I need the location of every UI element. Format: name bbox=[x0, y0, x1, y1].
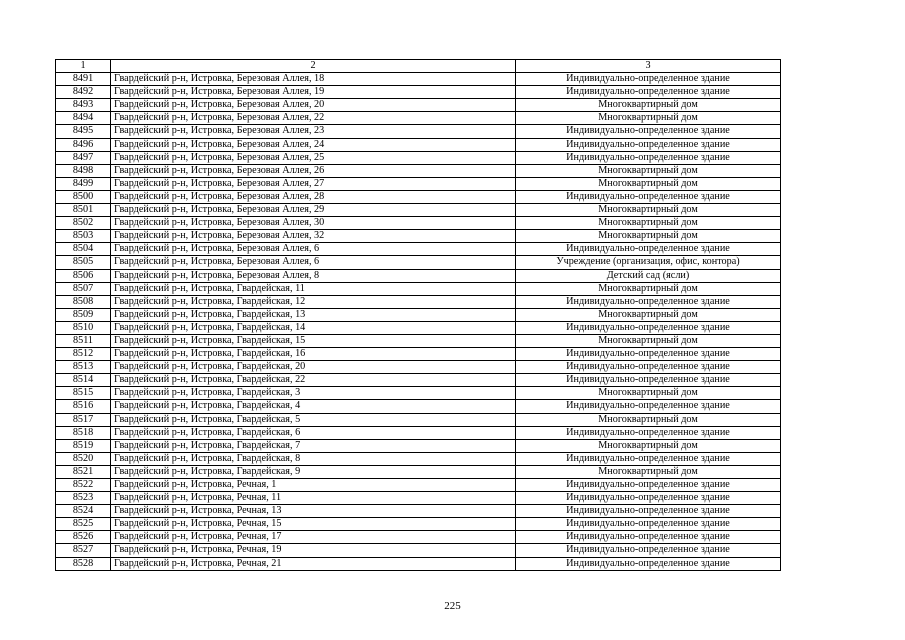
building-type-cell: Индивидуально-определенное здание bbox=[516, 321, 781, 334]
building-type-cell: Индивидуально-определенное здание bbox=[516, 492, 781, 505]
address-cell: Гвардейский р-н, Истровка, Березовая Аллея, 22 bbox=[111, 112, 516, 125]
address-cell: Гвардейский р-н, Истровка, Гвардейская, 7 bbox=[111, 439, 516, 452]
address-cell: Гвардейский р-н, Истровка, Березовая Аллея, 8 bbox=[111, 269, 516, 282]
row-number-cell: 8505 bbox=[56, 256, 111, 269]
table-row bbox=[56, 426, 781, 439]
header-cell-3: 3 bbox=[516, 60, 781, 73]
building-type-cell: Многоквартирный дом bbox=[516, 387, 781, 400]
building-type-cell: Индивидуально-определенное здание bbox=[516, 426, 781, 439]
building-type-cell: Многоквартирный дом bbox=[516, 308, 781, 321]
address-cell: Гвардейский р-н, Истровка, Гвардейская, 8 bbox=[111, 452, 516, 465]
table-row bbox=[56, 138, 781, 151]
row-number-cell: 8527 bbox=[56, 544, 111, 557]
row-number-cell: 8501 bbox=[56, 204, 111, 217]
table-row bbox=[56, 230, 781, 243]
building-type-cell: Индивидуально-определенное здание bbox=[516, 243, 781, 256]
building-type-cell: Индивидуально-определенное здание bbox=[516, 73, 781, 86]
table-row bbox=[56, 204, 781, 217]
table-row bbox=[56, 308, 781, 321]
row-number-cell: 8520 bbox=[56, 452, 111, 465]
address-cell: Гвардейский р-н, Истровка, Гвардейская, 9 bbox=[111, 465, 516, 478]
building-type-cell: Многоквартирный дом bbox=[516, 99, 781, 112]
building-type-cell: Многоквартирный дом bbox=[516, 217, 781, 230]
address-cell: Гвардейский р-н, Истровка, Березовая Аллея, 32 bbox=[111, 230, 516, 243]
address-cell: Гвардейский р-н, Истровка, Березовая Аллея, 25 bbox=[111, 151, 516, 164]
building-type-cell: Многоквартирный дом bbox=[516, 230, 781, 243]
row-number-cell: 8524 bbox=[56, 505, 111, 518]
building-type-cell: Индивидуально-определенное здание bbox=[516, 557, 781, 570]
building-type-cell: Индивидуально-определенное здание bbox=[516, 138, 781, 151]
address-cell: Гвардейский р-н, Истровка, Гвардейская, 22 bbox=[111, 374, 516, 387]
table-row bbox=[56, 282, 781, 295]
row-number-cell: 8516 bbox=[56, 400, 111, 413]
table-row bbox=[56, 269, 781, 282]
table-row bbox=[56, 190, 781, 203]
address-cell: Гвардейский р-н, Истровка, Речная, 15 bbox=[111, 518, 516, 531]
table-row bbox=[56, 217, 781, 230]
row-number-cell: 8509 bbox=[56, 308, 111, 321]
header-cell-2: 2 bbox=[111, 60, 516, 73]
table-row bbox=[56, 452, 781, 465]
row-number-cell: 8517 bbox=[56, 413, 111, 426]
row-number-cell: 8528 bbox=[56, 557, 111, 570]
address-cell: Гвардейский р-н, Истровка, Речная, 19 bbox=[111, 544, 516, 557]
building-type-cell: Многоквартирный дом bbox=[516, 465, 781, 478]
building-type-cell: Индивидуально-определенное здание bbox=[516, 531, 781, 544]
table-row bbox=[56, 479, 781, 492]
address-cell: Гвардейский р-н, Истровка, Березовая Аллея, 24 bbox=[111, 138, 516, 151]
row-number-cell: 8498 bbox=[56, 164, 111, 177]
table-row bbox=[56, 321, 781, 334]
table-row bbox=[56, 374, 781, 387]
row-number-cell: 8497 bbox=[56, 151, 111, 164]
building-type-cell: Детский сад (ясли) bbox=[516, 269, 781, 282]
table-row bbox=[56, 73, 781, 86]
address-cell: Гвардейский р-н, Истровка, Гвардейская, 20 bbox=[111, 361, 516, 374]
table-row bbox=[56, 361, 781, 374]
address-cell: Гвардейский р-н, Истровка, Гвардейская, 6 bbox=[111, 426, 516, 439]
building-type-cell: Многоквартирный дом bbox=[516, 164, 781, 177]
table-row bbox=[56, 86, 781, 99]
row-number-cell: 8495 bbox=[56, 125, 111, 138]
row-number-cell: 8496 bbox=[56, 138, 111, 151]
building-type-cell: Индивидуально-определенное здание bbox=[516, 125, 781, 138]
table-header-row bbox=[56, 60, 781, 73]
row-number-cell: 8522 bbox=[56, 479, 111, 492]
table-row bbox=[56, 439, 781, 452]
building-type-cell: Многоквартирный дом bbox=[516, 439, 781, 452]
address-cell: Гвардейский р-н, Истровка, Березовая Аллея, 26 bbox=[111, 164, 516, 177]
table-row bbox=[56, 177, 781, 190]
row-number-cell: 8500 bbox=[56, 190, 111, 203]
row-number-cell: 8518 bbox=[56, 426, 111, 439]
address-cell: Гвардейский р-н, Истровка, Гвардейская, 12 bbox=[111, 295, 516, 308]
address-cell: Гвардейский р-н, Истровка, Речная, 13 bbox=[111, 505, 516, 518]
table-row bbox=[56, 99, 781, 112]
row-number-cell: 8515 bbox=[56, 387, 111, 400]
row-number-cell: 8513 bbox=[56, 361, 111, 374]
address-cell: Гвардейский р-н, Истровка, Березовая Аллея, 18 bbox=[111, 73, 516, 86]
building-type-cell: Многоквартирный дом bbox=[516, 334, 781, 347]
building-type-cell: Индивидуально-определенное здание bbox=[516, 361, 781, 374]
building-type-cell: Многоквартирный дом bbox=[516, 282, 781, 295]
row-number-cell: 8510 bbox=[56, 321, 111, 334]
row-number-cell: 8504 bbox=[56, 243, 111, 256]
address-cell: Гвардейский р-н, Истровка, Березовая Аллея, 6 bbox=[111, 256, 516, 269]
row-number-cell: 8506 bbox=[56, 269, 111, 282]
building-type-cell: Многоквартирный дом bbox=[516, 413, 781, 426]
row-number-cell: 8503 bbox=[56, 230, 111, 243]
row-number-cell: 8492 bbox=[56, 86, 111, 99]
page-number: 225 bbox=[444, 600, 461, 612]
table-row bbox=[56, 295, 781, 308]
row-number-cell: 8494 bbox=[56, 112, 111, 125]
address-cell: Гвардейский р-н, Истровка, Березовая Аллея, 30 bbox=[111, 217, 516, 230]
building-type-cell: Индивидуально-определенное здание bbox=[516, 190, 781, 203]
table-row bbox=[56, 544, 781, 557]
table-row bbox=[56, 492, 781, 505]
building-type-cell: Индивидуально-определенное здание bbox=[516, 400, 781, 413]
address-cell: Гвардейский р-н, Истровка, Гвардейская, 4 bbox=[111, 400, 516, 413]
table-row bbox=[56, 151, 781, 164]
address-table bbox=[55, 59, 781, 571]
address-cell: Гвардейский р-н, Истровка, Березовая Аллея, 27 bbox=[111, 177, 516, 190]
address-cell: Гвардейский р-н, Истровка, Речная, 17 bbox=[111, 531, 516, 544]
table-row bbox=[56, 465, 781, 478]
table-row bbox=[56, 400, 781, 413]
building-type-cell: Учреждение (организация, офис, контора) bbox=[516, 256, 781, 269]
table-row bbox=[56, 557, 781, 570]
address-cell: Гвардейский р-н, Истровка, Гвардейская, 5 bbox=[111, 413, 516, 426]
row-number-cell: 8514 bbox=[56, 374, 111, 387]
table-row bbox=[56, 164, 781, 177]
row-number-cell: 8491 bbox=[56, 73, 111, 86]
table-row bbox=[56, 505, 781, 518]
row-number-cell: 8502 bbox=[56, 217, 111, 230]
table-row bbox=[56, 125, 781, 138]
address-cell: Гвардейский р-н, Истровка, Гвардейская, 11 bbox=[111, 282, 516, 295]
address-cell: Гвардейский р-н, Истровка, Березовая Аллея, 29 bbox=[111, 204, 516, 217]
row-number-cell: 8493 bbox=[56, 99, 111, 112]
address-cell: Гвардейский р-н, Истровка, Березовая Аллея, 23 bbox=[111, 125, 516, 138]
address-cell: Гвардейский р-н, Истровка, Березовая Аллея, 19 bbox=[111, 86, 516, 99]
row-number-cell: 8507 bbox=[56, 282, 111, 295]
table-row bbox=[56, 531, 781, 544]
building-type-cell: Индивидуально-определенное здание bbox=[516, 151, 781, 164]
table-row bbox=[56, 413, 781, 426]
building-type-cell: Индивидуально-определенное здание bbox=[516, 295, 781, 308]
address-cell: Гвардейский р-н, Истровка, Березовая Аллея, 28 bbox=[111, 190, 516, 203]
building-type-cell: Многоквартирный дом bbox=[516, 112, 781, 125]
building-type-cell: Многоквартирный дом bbox=[516, 204, 781, 217]
table-row bbox=[56, 334, 781, 347]
address-cell: Гвардейский р-н, Истровка, Гвардейская, 16 bbox=[111, 348, 516, 361]
address-cell: Гвардейский р-н, Истровка, Гвардейская, 15 bbox=[111, 334, 516, 347]
building-type-cell: Индивидуально-определенное здание bbox=[516, 518, 781, 531]
address-cell: Гвардейский р-н, Истровка, Речная, 11 bbox=[111, 492, 516, 505]
address-cell: Гвардейский р-н, Истровка, Березовая Аллея, 20 bbox=[111, 99, 516, 112]
table-row bbox=[56, 256, 781, 269]
address-cell: Гвардейский р-н, Истровка, Березовая Аллея, 6 bbox=[111, 243, 516, 256]
building-type-cell: Индивидуально-определенное здание bbox=[516, 505, 781, 518]
address-cell: Гвардейский р-н, Истровка, Гвардейская, 13 bbox=[111, 308, 516, 321]
address-cell: Гвардейский р-н, Истровка, Речная, 1 bbox=[111, 479, 516, 492]
building-type-cell: Многоквартирный дом bbox=[516, 177, 781, 190]
header-cell-1: 1 bbox=[56, 60, 111, 73]
row-number-cell: 8512 bbox=[56, 348, 111, 361]
building-type-cell: Индивидуально-определенное здание bbox=[516, 348, 781, 361]
address-cell: Гвардейский р-н, Истровка, Гвардейская, 14 bbox=[111, 321, 516, 334]
row-number-cell: 8521 bbox=[56, 465, 111, 478]
building-type-cell: Индивидуально-определенное здание bbox=[516, 452, 781, 465]
table-row bbox=[56, 348, 781, 361]
row-number-cell: 8508 bbox=[56, 295, 111, 308]
row-number-cell: 8519 bbox=[56, 439, 111, 452]
building-type-cell: Индивидуально-определенное здание bbox=[516, 479, 781, 492]
row-number-cell: 8523 bbox=[56, 492, 111, 505]
address-cell: Гвардейский р-н, Истровка, Речная, 21 bbox=[111, 557, 516, 570]
row-number-cell: 8511 bbox=[56, 334, 111, 347]
table-row bbox=[56, 518, 781, 531]
row-number-cell: 8525 bbox=[56, 518, 111, 531]
table-body bbox=[56, 60, 781, 571]
table-row bbox=[56, 112, 781, 125]
building-type-cell: Индивидуально-определенное здание bbox=[516, 544, 781, 557]
table-row bbox=[56, 243, 781, 256]
row-number-cell: 8526 bbox=[56, 531, 111, 544]
address-cell: Гвардейский р-н, Истровка, Гвардейская, 3 bbox=[111, 387, 516, 400]
table-row bbox=[56, 387, 781, 400]
row-number-cell: 8499 bbox=[56, 177, 111, 190]
building-type-cell: Индивидуально-определенное здание bbox=[516, 374, 781, 387]
building-type-cell: Индивидуально-определенное здание bbox=[516, 86, 781, 99]
